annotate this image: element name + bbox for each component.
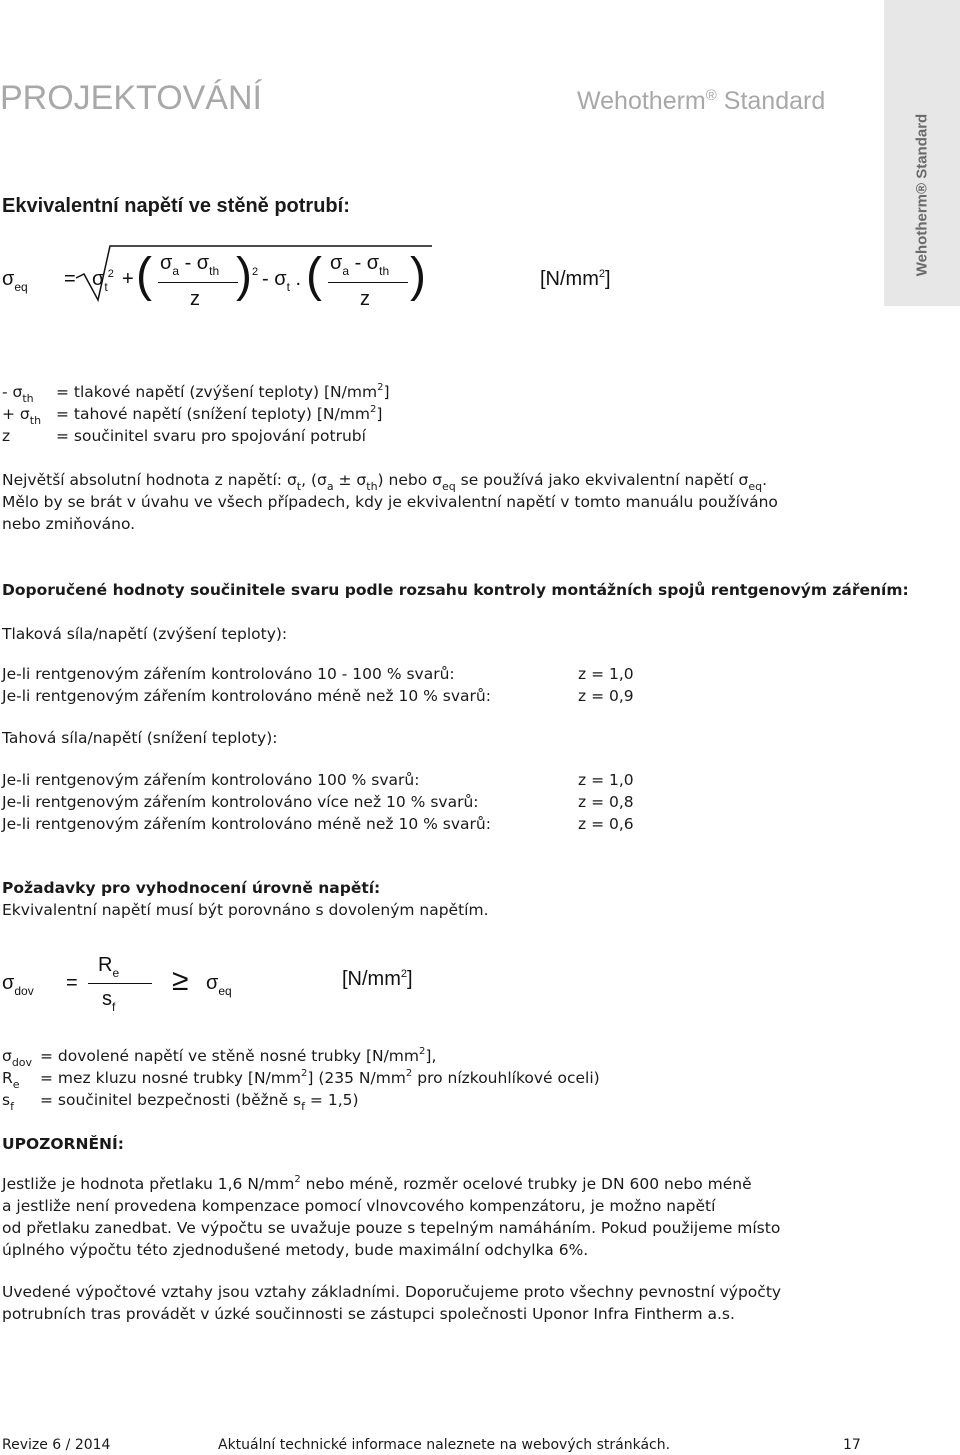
leg-sf-s: s [2,1091,11,1109]
fraction1-num-sub-a: a [172,264,180,278]
legend3-desc: = součinitel svaru pro spojování potrubí [56,427,366,445]
allowable-stress-formula [0,950,600,1020]
legend3-text [56,426,366,446]
footer-page-number: 17 [843,1437,861,1453]
f2-equals: = [66,972,78,994]
fraction1-bar [158,282,238,283]
p1-part-f: . [762,471,767,489]
fraction2-num-sigma: σ [330,252,343,274]
legend1-sub: th [22,392,34,405]
formula-sub-eq: eq [14,280,28,294]
legend-re-sym [2,1068,20,1090]
f2-bar [88,983,152,984]
warning-p1-line4: úplného výpočtu této zjednodušené metody, bude maximální odchylka 6%. [2,1241,589,1259]
warning-heading: UPOZORNĚNÍ: [2,1135,124,1153]
paragraph-line3: nebo zmiňováno. [2,515,136,533]
leg-re-R: R [2,1069,13,1087]
fraction1-den: z [190,288,200,310]
p1-part-d: ) nebo σ [377,471,442,489]
legend1-sup: 2 [377,382,384,393]
legend3-sym: z [2,427,11,445]
paren-sup-2: 2 [252,266,259,278]
tension-row-label: Je-li rentgenovým zářením kontrolováno více než 10 % svarů: [2,793,479,811]
warning-p2-line2: potrubních tras provádět v úzké součinnosti se zástupci společnosti Uponor Infra Fintherm a.s. [2,1305,735,1323]
fraction1-num-minus: - σ [184,252,210,274]
geq-sign: ≥ [172,964,189,997]
fraction2-bar [328,282,408,283]
formula-minus: - [262,268,269,290]
left-paren-2: ( [306,249,322,302]
warn-l1-sup: 2 [294,1174,301,1185]
compression-row-label: Je-li rentgenovým zářením kontrolováno méně než 10 % svarů: [2,687,491,705]
leg-sf-b: = 1,5) [305,1091,359,1109]
left-paren-1: ( [136,249,152,302]
side-tab [884,0,960,306]
warning-p1-line1 [2,1174,752,1197]
legend1-text [56,382,390,405]
formula-sub-t: t [104,280,108,294]
p1-part-c: ± σ [333,471,367,489]
leg-re-b: ] (235 N/mm [307,1069,406,1087]
leg-dov-sub: dov [11,1056,33,1069]
tension-row-value: z = 0,6 [578,815,634,833]
formula-equals: = [64,268,76,290]
f2-sigma-eq: σ [206,972,219,994]
formula-sigma-t: σ [92,268,105,290]
warn-l1-b: nebo méně, rozměr ocelové trubky je DN 600 nebo méně [300,1175,752,1193]
right-paren-2: ) [410,249,426,302]
page-title: PROJEKTOVÁNÍ [0,79,262,117]
section-heading-equivalent-stress: Ekvivalentní napětí ve stěně potrubí: [2,195,350,217]
fraction2-num-sub-th: th [379,264,390,278]
leg-re-sup2: 2 [405,1068,413,1079]
formula-dot: . [295,268,302,290]
fraction2-num-sub-a: a [342,264,350,278]
leg-dov-b: ], [425,1047,437,1065]
product-brand: Wehotherm [577,87,706,115]
formula1-unit-sup: 2 [598,268,606,280]
legend2-text [56,404,382,427]
f2-unit: [N/mm [342,968,401,990]
formula-sub-t2: t [286,280,290,294]
leg-re-sub: e [12,1078,20,1091]
p1-part-b: , (σ [301,471,327,489]
legend2-sym: + σ [2,405,30,423]
legend1-row [2,382,34,404]
p1-sub-eq: eq [441,480,456,493]
warn-l1-a: Jestliže je hodnota přetlaku 1,6 N/mm [2,1175,295,1193]
legend1-desc: = tlakové napětí (zvýšení teploty) [N/mm [56,383,378,401]
tension-row-value: z = 1,0 [578,771,634,789]
tension-row-label: Je-li rentgenovým zářením kontrolováno méně než 10 % svarů: [2,815,491,833]
section-heading-weld-factor: Doporučené hodnoty součinitele svaru podle rozsahu kontroly montážních spojů rentgenovým zářením: [2,581,909,599]
leg-re-a: = mez kluzu nosné trubky [N/mm [40,1069,301,1087]
p1-part-a: Největší absolutní hodnota z napětí: σ [2,471,297,489]
legend-dov-sym [2,1046,32,1068]
warning-p1-line3: od přetlaku zanedbat. Ve výpočtu se uvažuje pouze s tepelným namáháním. Pokud použijeme místo [2,1219,781,1237]
leg-re-c: pro nízkouhlíkové oceli) [412,1069,600,1087]
legend-re-text [40,1068,600,1091]
legend-sf-sym [2,1090,14,1112]
product-name [577,86,825,120]
fraction2-num-minus: - σ [354,252,380,274]
legend-dov-text [40,1046,436,1069]
f2-num-R: R [98,954,113,976]
registered-mark: ® [705,87,717,104]
leg-dov-sup: 2 [419,1046,426,1057]
section-heading-requirements: Požadavky pro vyhodnocení úrovně napětí: [2,879,381,897]
leg-dov-sigma: σ [2,1047,12,1065]
legend2-row [2,404,41,426]
warning-p2-line1: Uvedené výpočtové vztahy jsou vztahy základními. Doporučujeme proto všechny pevnostní výpočty [2,1283,782,1301]
product-variant: Standard [723,87,826,115]
tension-row-label: Je-li rentgenovým zářením kontrolováno 100 % svarů: [2,771,420,789]
footer-revision: Revize 6 / 2014 [2,1437,111,1453]
leg-sf-a: = součinitel bezpečnosti (běžně s [40,1091,302,1109]
p1-sub-th: th [366,480,378,493]
f2-sub-eq: eq [218,984,232,998]
right-paren-1: ) [236,249,252,302]
fraction1-num-sigma: σ [160,252,173,274]
compression-row-value: z = 0,9 [578,687,634,705]
legend1-sym: - σ [2,383,23,401]
p1-part-e: se používá jako ekvivalentní napětí σ [455,471,749,489]
compression-row-value: z = 1,0 [578,665,634,683]
compression-row-label: Je-li rentgenovým zářením kontrolováno 10 - 100 % svarů: [2,665,455,683]
fraction2-den: z [360,288,370,310]
p1-sub-a: a [326,480,334,493]
fraction1-num-sub-th: th [209,264,220,278]
paragraph-line2: Mělo by se brát v úvahu ve všech případech, kdy je ekvivalentní napětí v tomto manuálu používáno [2,493,778,511]
equivalent-stress-formula [0,240,640,320]
f2-unit-sup: 2 [400,968,408,980]
legend-sf-text [40,1090,359,1112]
footer-note: Aktuální technické informace naleznete na webových stránkách. [218,1437,671,1453]
formula-sigma-t2: σ [274,268,287,290]
formula1-unit: [N/mm [540,268,599,290]
legend2-sup: 2 [369,404,377,415]
leg-re-sup: 2 [300,1068,308,1079]
f2-den-s: s [102,988,112,1010]
paragraph-max-stress [2,470,767,492]
compression-title: Tlaková síla/napětí (zvýšení teploty): [2,625,288,643]
side-tab-label: Wehotherm® Standard [913,113,931,277]
leg-sf-sub2: f [301,1100,305,1113]
requirements-text: Ekvivalentní napětí musí být porovnáno s dovoleným napětím. [2,901,489,919]
formula-plus: + [122,268,134,290]
f2-sub-dov: dov [14,984,34,998]
legend2-end: ] [376,405,383,423]
p1-sub-eq2: eq [748,480,763,493]
legend1-end: ] [383,383,390,401]
tension-row-value: z = 0,8 [578,793,634,811]
tension-title: Tahová síla/napětí (snížení teploty): [2,729,278,747]
warning-p1-line2: a jestliže není provedena kompenzace pomocí vlnovcového kompenzátoru, je možno napětí [2,1197,716,1215]
legend2-sub: th [29,414,42,427]
formula1-unit-end: ] [605,268,611,290]
leg-sf-sub: f [10,1100,14,1113]
legend3-row [2,426,10,446]
f2-sigma: σ [2,972,15,994]
p1-sub-t: t [296,480,302,493]
f2-num-sub-e: e [112,966,120,980]
formula-sigma: σ [2,268,15,290]
legend2-desc: = tahové napětí (snížení teploty) [N/mm [56,405,370,423]
leg-dov-a: = dovolené napětí ve stěně nosné trubky [N/mm [40,1047,420,1065]
f2-den-sub-f: f [112,1000,116,1014]
formula-sup-2: 2 [107,268,114,280]
f2-unit-end: ] [407,968,413,990]
